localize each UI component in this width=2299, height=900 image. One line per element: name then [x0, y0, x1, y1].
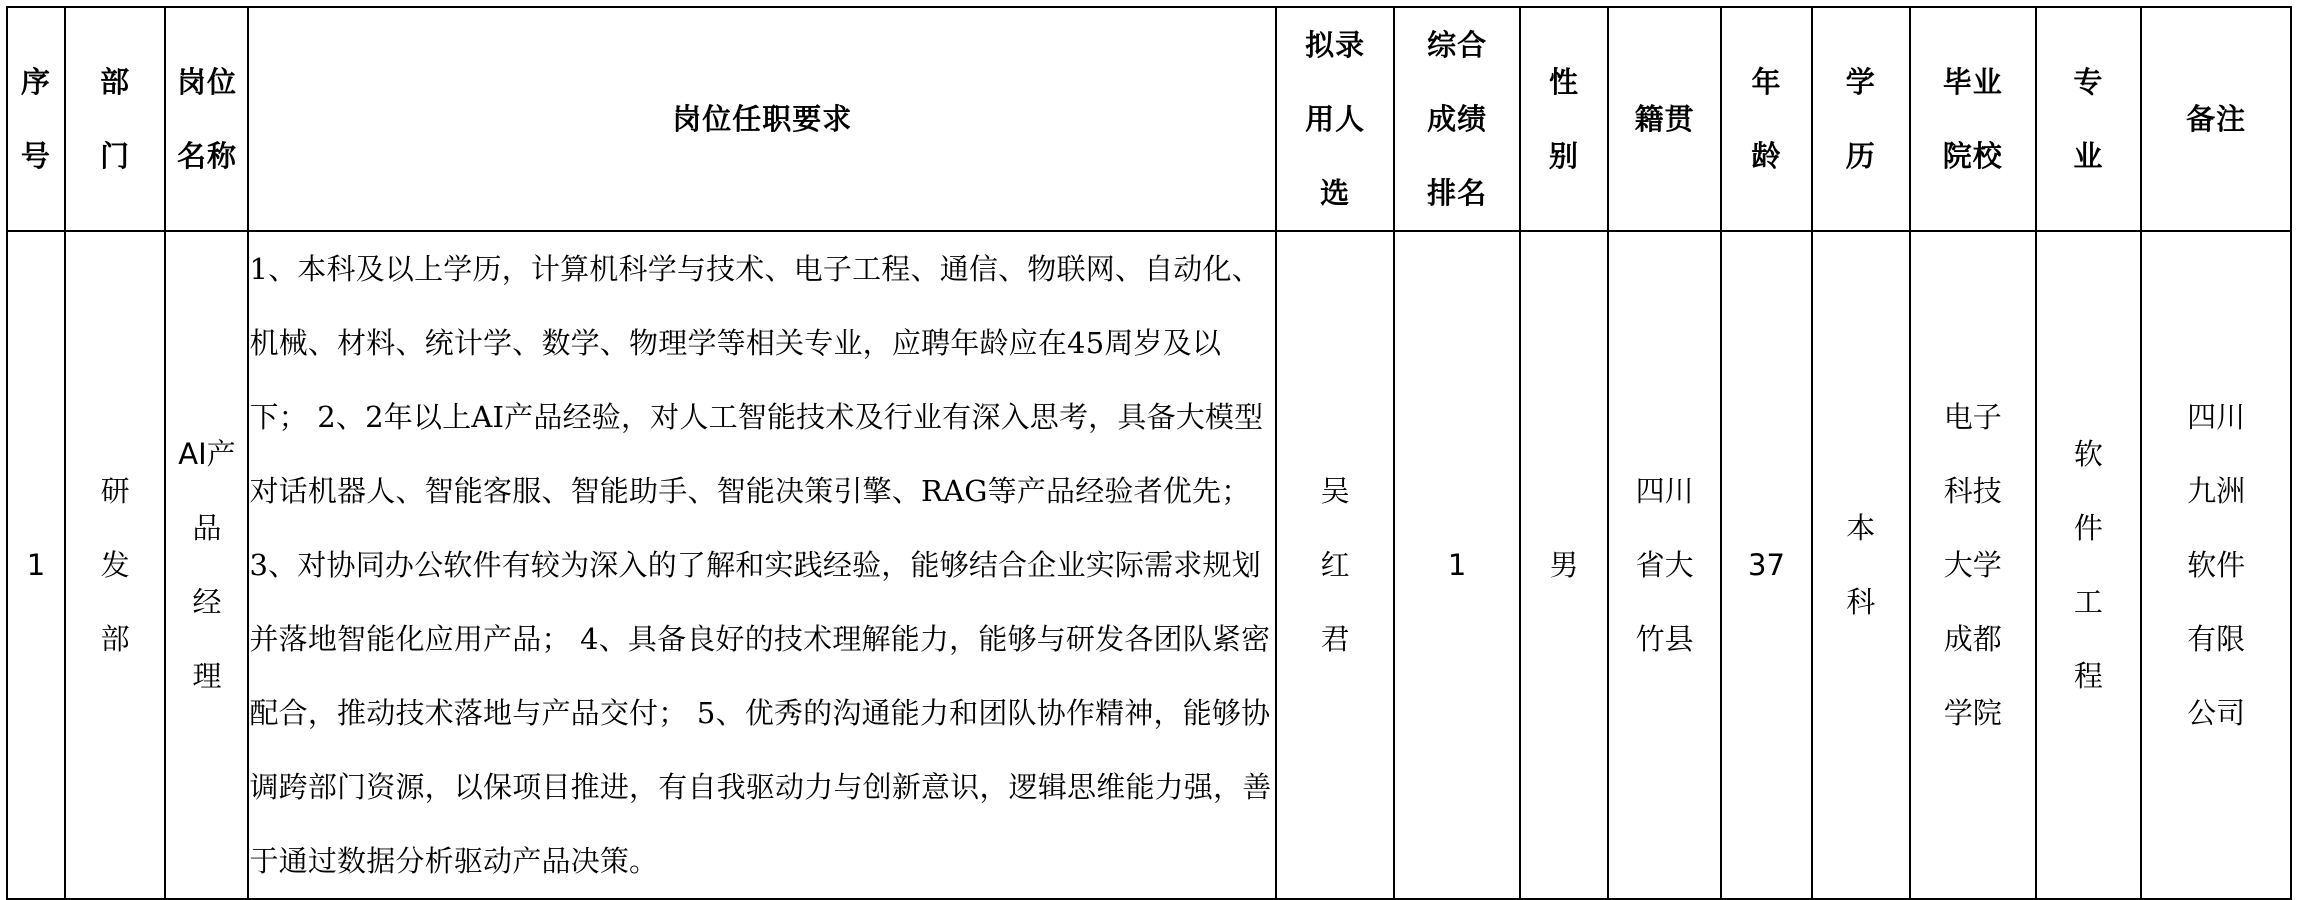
- cell-requirements: [248, 231, 1276, 899]
- cell-school: [1910, 231, 2036, 899]
- cell-candidate: [1276, 231, 1394, 899]
- header-position-label: 岗位 名称: [176, 65, 237, 173]
- row-rank-value: 1: [1447, 548, 1467, 582]
- cell-dept: [65, 231, 166, 899]
- header-hometown: [1608, 7, 1721, 231]
- header-age: [1721, 7, 1812, 231]
- row-gender-value: 男: [1549, 548, 1579, 582]
- header-rank-label: 综合 成绩 排名: [1427, 28, 1488, 210]
- header-education-label: 学 历: [1845, 65, 1876, 173]
- row-seq-value: 1: [26, 548, 46, 582]
- header-position: [165, 7, 248, 231]
- row-remarks-value: 四川 九洲 软件 有限 公司: [2187, 400, 2246, 730]
- row-major-value: 软 件 工 程: [2073, 437, 2103, 693]
- header-dept: [65, 7, 166, 231]
- header-age-label: 年 龄: [1751, 65, 1782, 173]
- row-position-value: AI产 品 经 理: [178, 437, 236, 693]
- row-candidate-value: 吴 红 君: [1320, 474, 1350, 656]
- header-row: [7, 7, 2291, 231]
- header-hometown-label: 籍贯: [1634, 102, 1695, 136]
- header-requirements-label: 岗位任职要求: [672, 102, 853, 136]
- table-row: [7, 231, 2291, 899]
- row-age-value: 37: [1748, 548, 1785, 582]
- header-education: [1812, 7, 1910, 231]
- row-education-value: 本 科: [1846, 511, 1876, 619]
- header-gender: [1520, 7, 1608, 231]
- recruitment-table: [6, 6, 2292, 900]
- cell-major: [2036, 231, 2142, 899]
- cell-remarks: [2141, 231, 2291, 899]
- header-seq: [7, 7, 65, 231]
- header-candidate: [1276, 7, 1394, 231]
- header-rank: [1394, 7, 1520, 231]
- cell-position: [165, 231, 248, 899]
- row-requirements-text: 1、本科及以上学历，计算机科学与技术、电子工程、通信、物联网、自动化、机械、材料、统计学、数学、物理学等相关专业，应聘年龄应在45周岁及以下； 2、2年以上AI产品经验，对人工智能技术及行业有深入思考，具备大模型对话机器人、智能客服、智能助手、智能决策引擎、RAG等产品经验者优先； 3、对协同办公软件有较为深入的了解和实践经验，能够结合企业实际需求规划并落地智能化应用产品； 4、具备良好的技术理解能力，能够与研发各团队紧密配合，推动技术落地与产品交付； 5、优秀的沟通能力和团队协作精神，能够协调跨部门资源，以保项目推进，有自我驱动力与创新意识，逻辑思维能力强，善于通过数据分析驱动产品决策。: [249, 252, 1272, 878]
- header-remarks: [2141, 7, 2291, 231]
- header-gender-label: 性 别: [1548, 65, 1579, 173]
- header-major: [2036, 7, 2142, 231]
- cell-rank: [1394, 231, 1520, 899]
- header-school-label: 毕业 院校: [1942, 65, 2003, 173]
- header-seq-label: 序 号: [20, 65, 51, 173]
- header-dept-label: 部 门: [100, 65, 131, 173]
- cell-gender: [1520, 231, 1608, 899]
- row-dept-value: 研 发 部: [100, 474, 130, 656]
- cell-age: [1721, 231, 1812, 899]
- header-remarks-label: 备注: [2186, 102, 2247, 136]
- cell-education: [1812, 231, 1910, 899]
- header-candidate-label: 拟录 用人 选: [1305, 28, 1366, 210]
- row-school-value: 电子 科技 大学 成都 学院: [1943, 400, 2002, 730]
- cell-seq: [7, 231, 65, 899]
- cell-hometown: [1608, 231, 1721, 899]
- row-hometown-value: 四川 省大 竹县: [1635, 474, 1694, 656]
- header-school: [1910, 7, 2036, 231]
- header-major-label: 专 业: [2073, 65, 2104, 173]
- header-requirements: [248, 7, 1276, 231]
